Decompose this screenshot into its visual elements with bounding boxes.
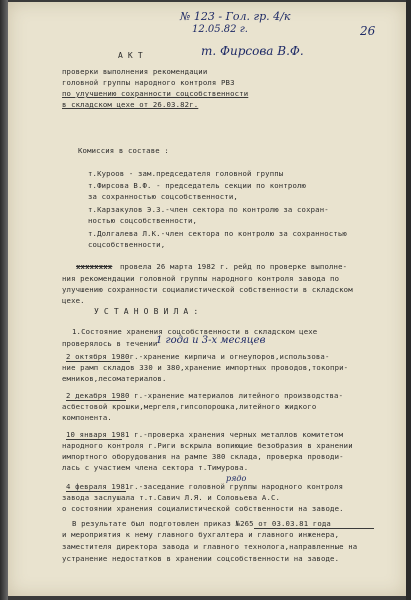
doc-type: А К Т [118,51,143,60]
item-line-5: емников,лесоматериалов. [62,374,167,383]
page-number: 26 [360,24,376,38]
member-line-2: т.Фирсова В.Ф. - председатель секции по контролю [88,181,307,190]
registry-date: 12.05.82 г. [192,24,248,35]
heading-line-3: по улучшению сохранности соцсобственности [62,89,249,98]
item-line-16: В результате был подготовлен приказ №265 от 03.03.81 года [72,519,331,528]
item-line-11: импортного оборудования на рампе 380 склада, проверка проводи- [62,452,344,461]
established-label: У С Т А Н О В И Л А : [94,307,199,316]
heading-line-2: головной группы народного контроля РВЗ [62,78,235,87]
registry-number: № 123 - Гол. гр. 4/к [180,10,291,23]
underline-mark [254,528,374,529]
signature: т. Фирсова В.Ф. [201,44,304,58]
item-line-6: 2 декабря 1980 г.-хранение материалов литейного производства- [66,391,344,400]
heading-line-1: проверки выполнения рекомендации [62,67,208,76]
member-line-7: соцсобственности, [88,240,166,249]
item-line-7: асбестовой крошки,мергеля,гипсопорошка,литейного жидкого [62,402,317,411]
intro-line-3: улучшению сохранности социалистической собственности в складском [62,285,353,294]
binding-edge-left [0,0,8,600]
handwritten-period: 1 года и 3-х месяцев [156,335,266,346]
member-line-5: ностью соцсобственности, [88,216,198,225]
item-line-14: завода заслушала т.т.Савич Л.Я. и Соловьева А.С. [62,493,281,502]
member-line-4: т.Карзакулов Э.З.-член сектора по контролю за сохран- [88,205,329,214]
underline-mark [66,400,126,401]
binding-edge-right [406,0,411,600]
item-line-13: 4 февраля 1981г.-заседание головной группы народного контроля [66,482,344,491]
heading-line-4: в складском цехе от 26.03.82г. [62,100,199,109]
member-line-1: т.Куроов - зам.председателя головной группы [88,169,284,178]
handwritten-correction: рядо [226,474,247,483]
intro-line-1: провела 26 марта 1982 г. рейд по проверке выполне- [120,262,348,271]
item-line-8: компонента. [62,413,112,422]
item-line-1: 1.Состояние хранения соцсобственности в складском цехе [72,327,318,336]
underline-mark [66,439,122,440]
item-line-15: о состоянии хранения социалистической собственности на заводе. [62,504,344,513]
item-line-18: заместителя директора завода и главного технолога,направленные на [62,542,358,551]
item-line-12: лась с участием члена сектора т.Тимурова. [62,463,249,472]
intro-line-2: ния рекомендации головной группы народного контроля завода по [62,274,340,283]
intro-strikeout: хххххххх [76,262,113,271]
document-sheet [8,2,406,596]
commission-label: Комиссия в составе : [78,146,169,155]
underline-mark [66,491,126,492]
item-line-4: ние рамп складов 330 и 380,хранение импортных проводов,токопри- [62,363,349,372]
member-line-3: за сохранностью соцсобственности, [88,192,238,201]
item-line-3: 2 октября 1980г.-хранение кирпича и огнеупоров,использова- [66,352,330,361]
item-line-9: 10 января 1981 г.-проверка хранения черных металлов комитетом [66,430,344,439]
item-line-10: народного контроля г.Риги вскрыла вопиющие безобразия в хранении [62,441,353,450]
underline-mark [66,361,130,362]
item-line-2: проверялось в течении [62,339,158,348]
member-line-6: т.Долгалева Л.К.-член сектора по контролю за сохранностью [88,229,347,238]
item-line-17: и мероприятия к нему главного бухгалтера и главного инженера, [62,530,340,539]
intro-line-4: цехе. [62,296,85,305]
item-line-19: устранение недостатков в хранении соцсобственности на заводе. [62,554,340,563]
